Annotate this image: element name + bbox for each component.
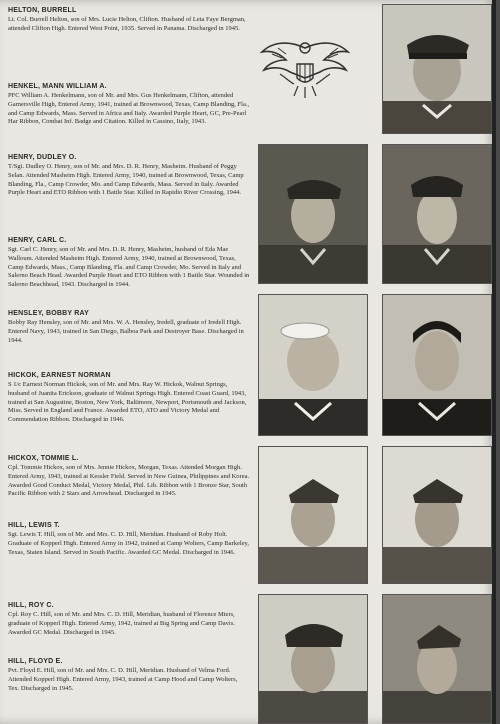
portrait-photo-hickok	[382, 294, 492, 436]
entry-name: HENRY, DUDLEY O.	[8, 154, 77, 161]
entry-helton-burrell	[8, 6, 250, 34]
entry-henkelmann-william	[8, 82, 250, 127]
portrait-photo-hensley	[258, 294, 368, 436]
entry-name: HENSLEY, BOBBY RAY	[8, 310, 90, 317]
entry-text: Pvt. Floyd E. Hill, son of Mr. and Mrs. C. D. Hill, Meridian. Husband of Velma Ford. Attended Kopperl High. Entered Army, 1943, trained at Camp Hood and Camp Wolters, Tex. Discharged in 1945.	[8, 667, 238, 692]
entry-text: Bobby Ray Hensley, son of Mr. and Mrs. W. A. Hensley, Iredell, graduate of Iredell High. Entered Navy, 1943, trained in San Diego, Balboa Park and Destroyer Base. Discharged in 1944.	[8, 319, 244, 344]
entry-text: Sgt. Carl C. Henry, son of Mr. and Mrs. D. R. Henry, Masheim, husband of Eda Mae Walloum. Attended Masheim High. Entered Army, 1940, trained at Brownwood, Texas, Camp Edwards, Mass., Camp Blanding, Fla. and Camp Crowder, Mo. Served in Italy and Salerno Beach Head. Awarded Purple Heart and ETO Ribbon with 1 Battle Star. Wounded in Salerno Beachhead, 1943. Discharged in 1944.	[8, 246, 250, 288]
portrait-photo-hickox	[258, 446, 368, 584]
entry-hill-lewis	[8, 521, 250, 557]
portrait-photo-helton	[382, 4, 492, 134]
portrait-photo-hill-lewis	[382, 446, 492, 584]
entry-text: T/Sgt. Dudley O. Henry, son of Mr. and Mrs. D. R. Henry, Masheim. Husband of Peggy Selan. Attended Masheim High. Entered Army, 1940, trained at Brownwood, Texas, Camp Blanding, Fla., Camp Crowder, Mo. and Camp Edwards, Mass. Served in Italy. Awarded Purple Heart and ETO Ribbon with 1 Battle Star. Killed in Rapidio River Crossing, 1944.	[8, 163, 244, 197]
entry-henry-dudley	[8, 153, 250, 198]
portrait-photo-henry-dudley	[258, 144, 368, 284]
entry-name: HENRY, CARL C.	[8, 237, 67, 244]
entry-text: Sgt. Lewis T. Hill, son of Mr. and Mrs. C. D. Hill, Meridian. Husband of Roby Holt. Graduate of Kopperl High. Entered Army in 1942, trained at Camp Wolters, Camp Barkeley, Texas, Staten Island. Served in South Pacific. Awarded GC Medal. Discharged in 1946.	[8, 531, 249, 556]
eagle-emblem-icon	[258, 34, 352, 104]
page-edge	[492, 0, 496, 724]
entry-text: Lt. Col. Burrell Helton, son of Mrs. Lucie Helton, Clifton. Husband of Leta Faye Bergman, attended Clifton High. Entered West Point, 1935. Served in Panama. Discharged in 1945.	[8, 16, 246, 32]
entry-name: HICKOX, TOMMIE L.	[8, 455, 79, 462]
entry-hickok-earnest	[8, 371, 250, 425]
entry-name: HILL, FLOYD E.	[8, 658, 63, 665]
entry-name: HILL, LEWIS T.	[8, 522, 60, 529]
entry-name: HICKOK, EARNEST NORMAN	[8, 372, 111, 379]
entry-henry-carl	[8, 236, 250, 290]
entry-text: Cpl. Roy C. Hill, son of Mr. and Mrs. C. D. Hill, Meridian, husband of Florence Miers, graduate of Kopperl High. Entered Army, 1942, trained at Big Spring and Camp Davis. Awarded GC Medal. Discharged in 1945.	[8, 611, 235, 636]
entry-hill-floyd	[8, 657, 250, 693]
entry-hensley-bobby	[8, 309, 250, 345]
entry-name: HILL, ROY C.	[8, 602, 54, 609]
portrait-photo-henry-carl	[382, 144, 492, 284]
entry-text: PFC William A. Henkelmann, son of Mr. and Mrs. Gus Henkelmann, Clifton, attended Garnersville High, Entered Army, 1941, trained at Brownwood, Texas, Camp Blanding, Fla., and Camp Edwards, Mass. Served in Africa and Italy. Awarded Purple Heart, GC, Pre-Pearl Har Ribbon, Combat Inf. Badge and Citation. Killed in Cassino, Italy, 1943.	[8, 92, 250, 126]
entry-text: Cpl. Tommie Hickox, son of Mrs. Jennie Hickox, Morgan, Texas. Attended Morgan High. Entered Army, 1943, trained at Kessler Field. Served in New Guinea, Philippines and Korea. Awarded Good Conduct Medal, Victory Medal, Phil. Lib. Ribbon with 1 Bronze Star, South Pacific Ribbon with 2 Stars and Arrowhead. Discharged in 1945.	[8, 464, 250, 498]
entry-name: HENKEL, MANN WILLIAM A.	[8, 83, 107, 90]
portrait-photo-hill-roy	[258, 594, 368, 724]
entry-text: S 1/c Earnest Norman Hickok, son of Mr. and Mrs. Ray W. Hickok, Walnut Springs, husband of Juanita Erickson, graduate of Walnut Springs High. Entered Coast Guard, 1943, trained at San Augustine, Boston, New York, Baltimore, Newport, Portsmouth and Jackson, Miss. Served in England and France. Awarded ETO, ATO and Victory Medal and Commendation Ribbon. Discharged in 1946.	[8, 381, 247, 423]
entry-hickox-tommie	[8, 454, 250, 499]
entry-hill-roy	[8, 601, 250, 637]
entry-name: HELTON, BURRELL	[8, 7, 77, 14]
portrait-photo-hill-floyd	[382, 594, 492, 724]
